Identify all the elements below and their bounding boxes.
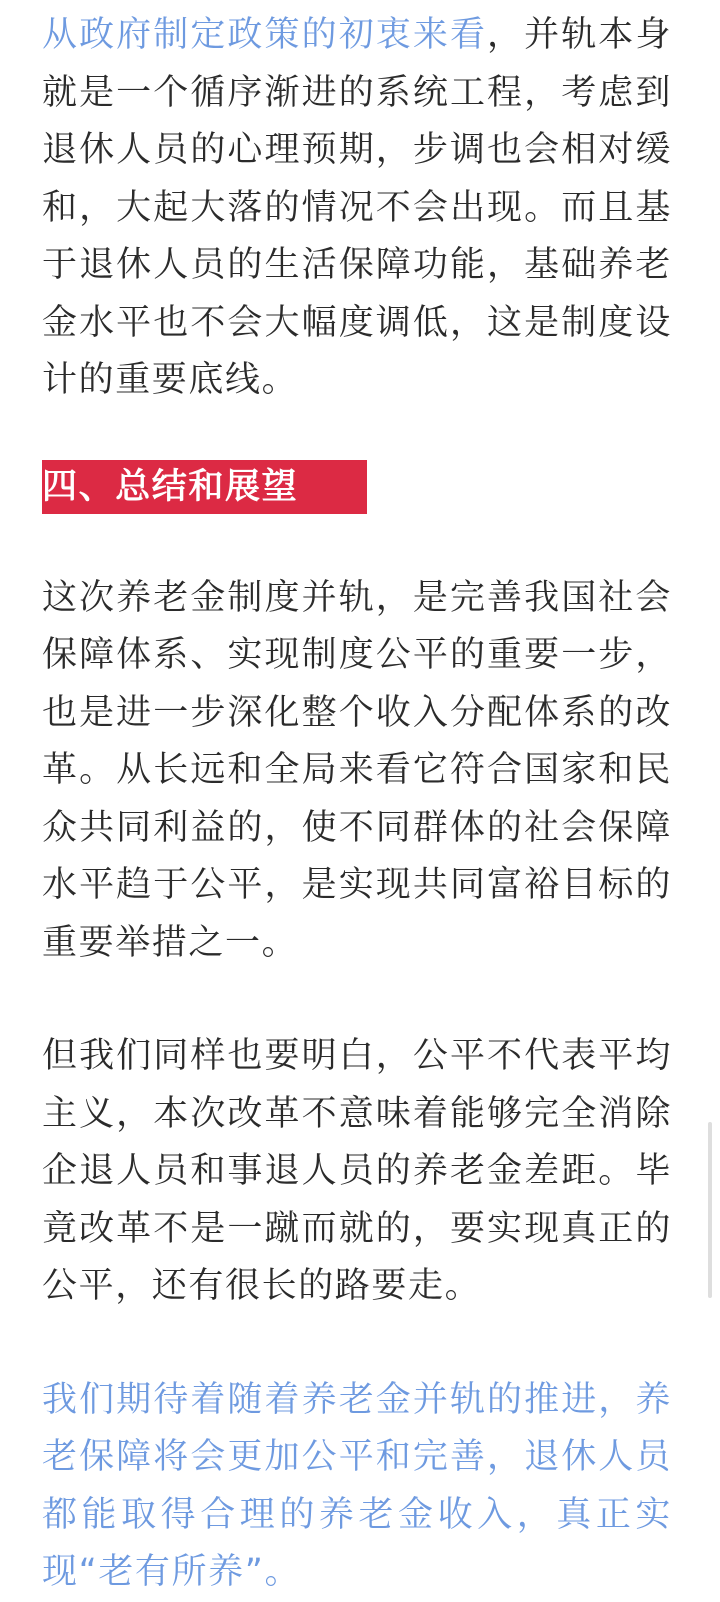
section-heading: 四、总结和展望 <box>42 460 367 514</box>
paragraph-fairness: 但我们同样也要明白，公平不代表平均主义，本次改革不意味着能够完全消除企退人员和事退人员的养老金差距。毕竟改革不是一蹴而就的，要实现真正的公平，还有很长的路要走。 <box>42 1036 672 1306</box>
paragraph-outlook: 我们期待着随着养老金并轨的推进，养老保障将会更加公平和完善，退休人员都能取得合理的养老金收入，真正实现“老有所养”。 <box>42 1379 672 1592</box>
section-heading-container <box>42 460 672 514</box>
paragraph-summary: 这次养老金制度并轨，是完善我国社会保障体系、实现制度公平的重要一步，也是进一步深化整个收入分配体系的改革。从长远和全局来看它符合国家和民众共同利益的，使不同群体的社会保障水平趋于公平，是实现共同富裕目标的重要举措之一。 <box>42 577 672 963</box>
paragraph-highlight-text: 从政府制定政策的初衷来看 <box>42 15 488 55</box>
paragraph-text: ，并轨本身就是一个循序渐进的系统工程，考虑到退休人员的心理预期，步调也会相对缓和，大起大落的情况不会出现。而且基于退休人员的生活保障功能，基础养老金水平也不会大幅度调低，这是制度设计的重要底线。 <box>42 15 672 400</box>
article-body <box>42 0 672 1602</box>
scrollbar-thumb[interactable] <box>708 1122 712 1298</box>
paragraph-policy-intent <box>42 0 672 410</box>
